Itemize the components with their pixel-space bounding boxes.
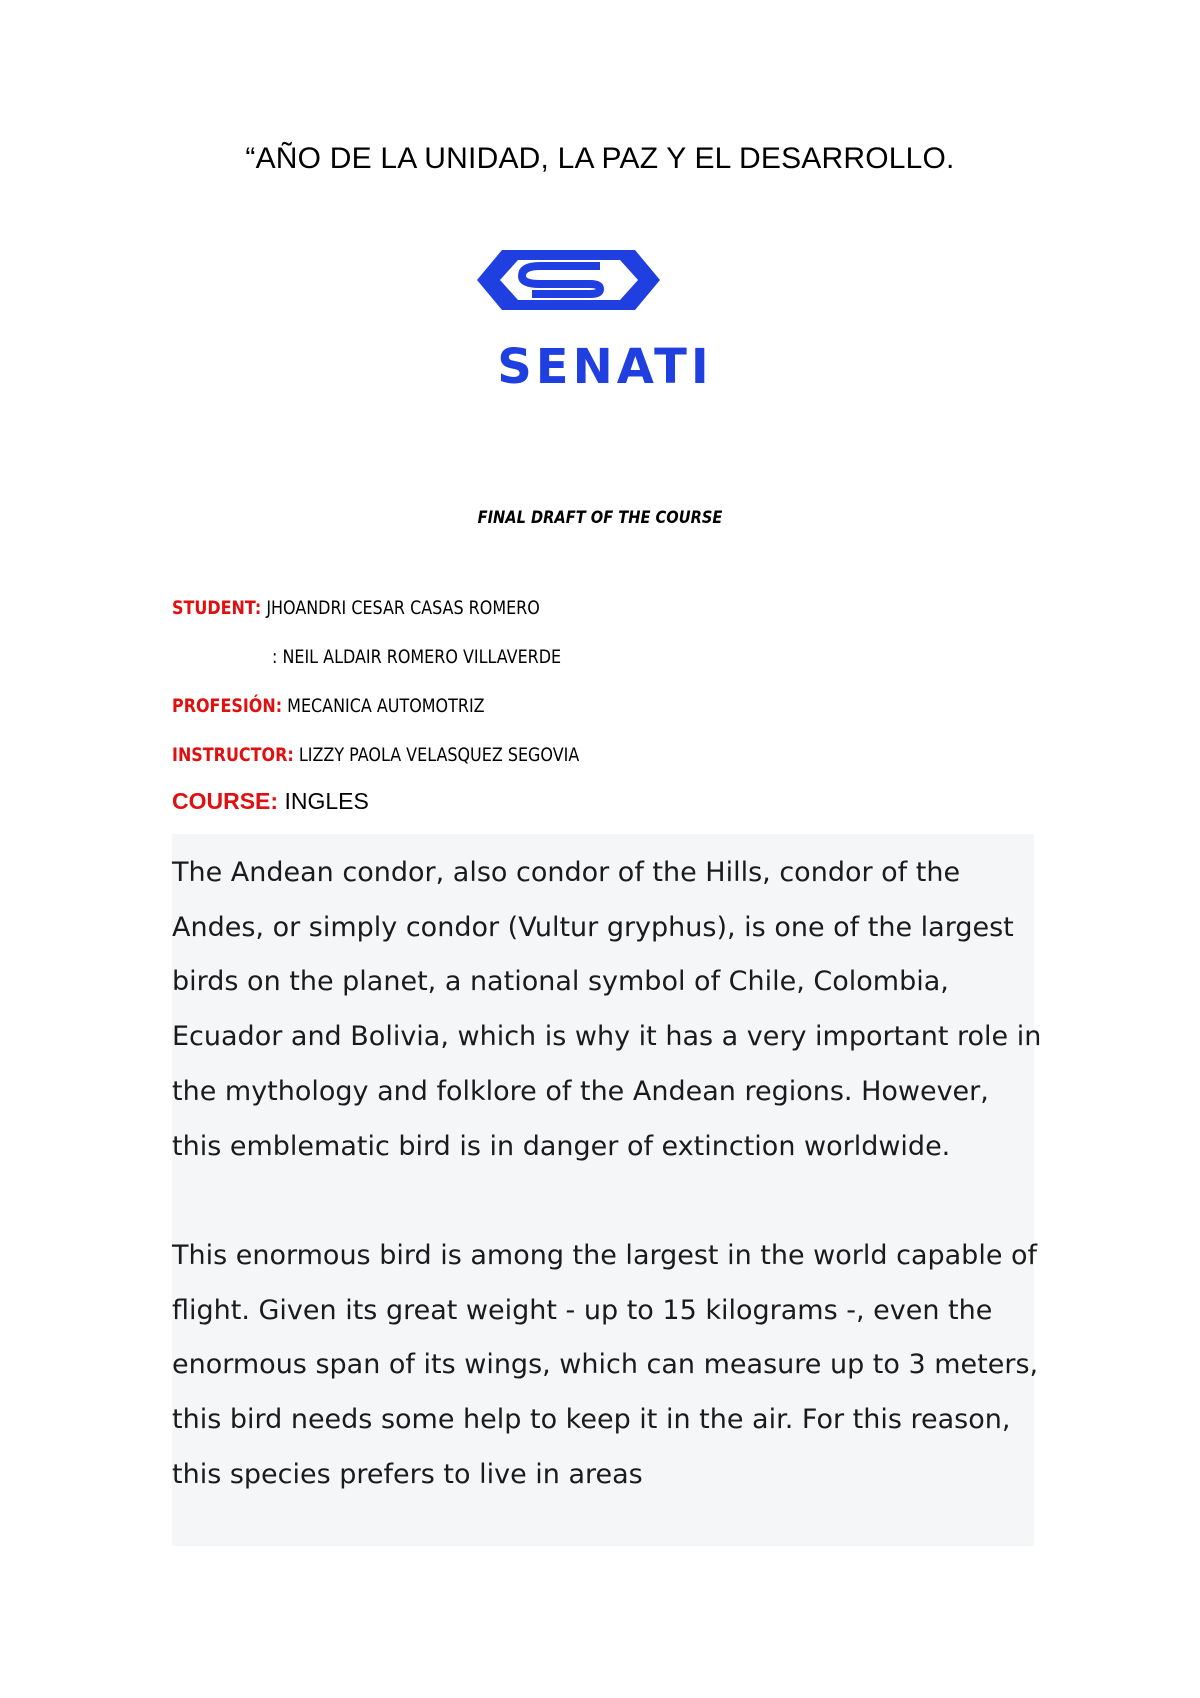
document-subtitle: FINAL DRAFT OF THE COURSE <box>477 508 723 528</box>
student-name-2: : NEIL ALDAIR ROMERO VILLAVERDE <box>272 646 562 668</box>
body-paragraph: This enormous bird is among the largest in the world capable of flight. Given its great weight - up to 15 kilograms -, even the enormous span of its wings, which can measure up to 3 meters, this bird needs some help to keep it in the air. For this reason, this species prefers to live in areas <box>172 1239 1039 1490</box>
logo-text: SENATI <box>497 339 713 395</box>
instructor-label: INSTRUCTOR: <box>172 744 294 766</box>
course-label: COURSE: <box>172 788 279 814</box>
senati-hexagon-s-logo-icon <box>440 240 770 400</box>
instructor-value: LIZZY PAOLA VELASQUEZ SEGOVIA <box>293 744 580 766</box>
profession-value: MECANICA AUTOMOTRIZ <box>282 695 485 717</box>
page-title: “AÑO DE LA UNIDAD, LA PAZ Y EL DESARROLLO. <box>245 142 955 175</box>
profession-label: PROFESIÓN: <box>172 695 283 717</box>
student-name-1: JHOANDRI CESAR CASAS ROMERO <box>261 597 540 619</box>
student-line-2 <box>272 646 561 668</box>
student-label: STUDENT: <box>172 597 262 619</box>
senati-logo <box>440 240 770 400</box>
student-line <box>172 597 540 619</box>
instructor-line <box>172 744 579 766</box>
course-line <box>172 788 369 815</box>
body-paragraph: The Andean condor, also condor of the Hills, condor of the Andes, or simply condor (Vultur gryphus), is one of the largest birds on the planet, a national symbol of Chile, Colombia, Ecuador and Bolivia, which is why it has a very important role in the mythology and folklore of the Andean regions. However, this emblematic bird is in danger of extinction worldwide. <box>172 857 1042 1162</box>
course-value: INGLES <box>278 788 369 814</box>
body-text <box>172 846 1042 1502</box>
profession-line <box>172 695 485 717</box>
